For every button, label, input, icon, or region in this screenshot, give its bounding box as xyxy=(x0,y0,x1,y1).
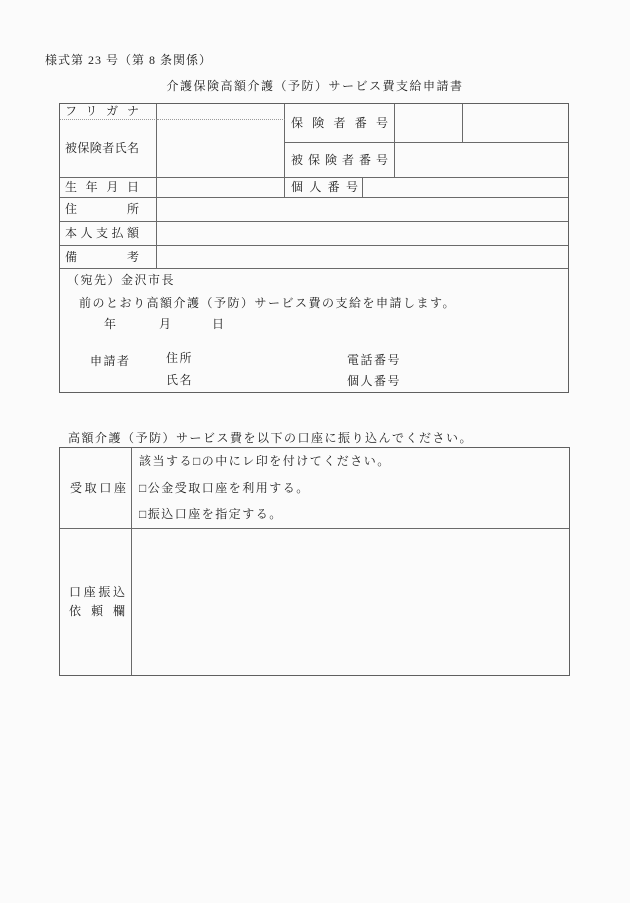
address-label-cell xyxy=(60,198,157,222)
transfer-request-label-cell xyxy=(60,529,132,675)
designated-account-option xyxy=(139,507,283,521)
declaration-text: 前のとおり高額介護（予防）サービス費の支給を申請します。 xyxy=(79,296,457,310)
insured-name-label-cell xyxy=(60,120,157,178)
transfer-request-label-line2: 依頼欄 xyxy=(69,604,125,618)
applicant-info-table xyxy=(59,103,569,393)
receiving-account-label-cell xyxy=(60,448,132,529)
public-account-option-label: 公金受取口座を利用する。 xyxy=(147,481,310,495)
form-number: 様式第 23 号（第 8 条関係） xyxy=(45,53,213,67)
self-payment-label-cell xyxy=(60,222,157,246)
checkbox-icon: □ xyxy=(139,507,148,521)
date-day-label: 日 xyxy=(212,317,226,331)
transfer-instruction-text: 高額介護（予防）サービス費を以下の口座に振り込んでください。 xyxy=(68,431,474,445)
application-statement-block xyxy=(60,269,568,392)
furigana-field xyxy=(157,104,285,120)
transfer-request-field xyxy=(132,529,569,675)
insurer-number-field-2 xyxy=(463,104,568,143)
receiving-account-content-cell xyxy=(132,448,569,529)
designated-account-option-label: 振込口座を指定する。 xyxy=(147,507,283,521)
date-year-label: 年 xyxy=(104,317,118,331)
insurer-number-field-1 xyxy=(395,104,463,143)
addressee-text: （宛先）金沢市長 xyxy=(67,273,176,287)
insurer-number-label: 保険者番号 xyxy=(291,115,388,130)
insured-number-field xyxy=(395,143,568,178)
furigana-label-cell xyxy=(60,104,157,120)
receiving-account-label: 受取口座 xyxy=(70,480,126,495)
bank-transfer-table xyxy=(59,447,570,676)
insured-number-label-cell xyxy=(285,143,395,178)
self-payment-field xyxy=(157,222,568,246)
remarks-label-cell xyxy=(60,246,157,269)
applicant-phone-label: 電話番号 xyxy=(347,353,402,367)
applicant-name-label: 氏名 xyxy=(166,373,194,387)
insured-name-field xyxy=(157,120,285,178)
insured-name-label: 被保険者氏名 xyxy=(65,141,139,155)
checkbox-icon: □ xyxy=(139,481,148,495)
applicant-personal-number-label: 個人番号 xyxy=(347,374,402,388)
personal-number-label: 個人番号 xyxy=(291,180,358,194)
personal-number-label-cell xyxy=(285,178,363,198)
insured-number-label: 被保険者番号 xyxy=(291,152,388,167)
checkbox-note: 該当する□の中にレ印を付けてください。 xyxy=(139,454,391,468)
birthdate-label-cell xyxy=(60,178,157,198)
transfer-request-label-line1: 口座振込 xyxy=(69,585,125,599)
remarks-field xyxy=(157,246,568,269)
personal-number-field xyxy=(363,178,568,198)
insurer-number-label-cell xyxy=(285,104,395,143)
furigana-label: フリガナ xyxy=(65,104,139,118)
address-field xyxy=(157,198,568,222)
document-title: 介護保険高額介護（予防）サービス費支給申請書 xyxy=(166,79,464,93)
self-payment-label: 本人支払額 xyxy=(65,226,139,240)
applicant-label: 申請者 xyxy=(90,354,131,368)
date-month-label: 月 xyxy=(159,317,173,331)
birthdate-field xyxy=(157,178,285,198)
birthdate-label: 生年月日 xyxy=(65,180,139,194)
address-label: 住所 xyxy=(65,202,139,216)
applicant-address-label: 住所 xyxy=(166,351,194,365)
remarks-label: 備考 xyxy=(65,249,139,264)
public-account-option xyxy=(139,481,310,495)
